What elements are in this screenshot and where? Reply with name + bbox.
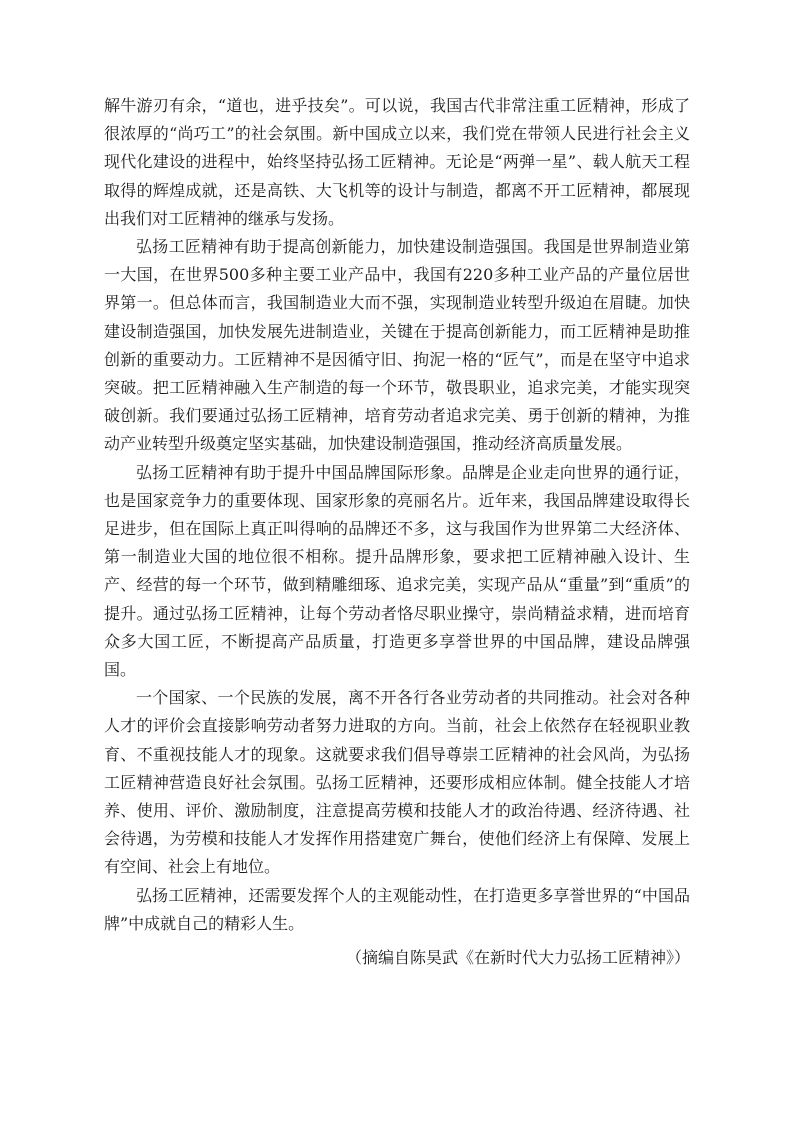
- paragraph-1: 解牛游刃有余，“道也，进乎技矣”。可以说，我国古代非常注重工匠精神，形成了很浓厚的“尚巧工”的社会氛围。新中国成立以来，我们党在带领人民进行社会主义现代化建设的进程中，始终坚持弘扬工匠精神。无论是“两弹一星”、载人航天工程取得的辉煌成就，还是高铁、大飞机等的设计与制造，都离不开工匠精神，都展现出我们对工匠精神的继承与发扬。: [104, 96, 690, 228]
- paragraph-3: 弘扬工匠精神有助于提升中国品牌国际形象。品牌是企业走向世界的通行证，也是国家竞争力的重要体现、国家形象的亮丽名片。近年来，我国品牌建设取得长足进步，但在国际上真正叫得响的品牌还不多，这与我国作为世界第二大经济体、第一制造业大国的地位很不相称。提升品牌形象，要求把工匠精神融入设计、生产、经营的每一个环节，做到精雕细琢、追求完美，实现产品从“重量”到“重质”的提升。通过弘扬工匠精神，让每个劳动者恪尽职业操守，崇尚精益求精，进而培育众多大国工匠，不断提高产品质量，打造更多享誉世界的中国品牌，建设品牌强国。: [104, 462, 690, 680]
- paragraph-4: 一个国家、一个民族的发展，离不开各行各业劳动者的共同推动。社会对各种人才的评价会直接影响劳动者努力进取的方向。当前，社会上依然存在轻视职业教育、不重视技能人才的现象。这就要求我们倡导尊崇工匠精神的社会风尚，为弘扬工匠精神营造良好社会氛围。弘扬工匠精神，还要形成相应体制。健全技能人才培养、使用、评价、激励制度，注意提高劳模和技能人才的政治待遇、经济待遇、社会待遇，为劳模和技能人才发挥作用搭建宽广舞台，使他们经济上有保障、发展上有空间、社会上有地位。: [104, 688, 690, 877]
- source-citation: （摘编自陈昊武《在新时代大力弘扬工匠精神》）: [345, 948, 690, 968]
- article-body: [104, 92, 690, 972]
- paragraph-2: 弘扬工匠精神有助于提高创新能力，加快建设制造强国。我国是世界制造业第一大国，在世界500多种主要工业产品中，我国有220多种工业产品的产量位居世界第一。但总体而言，我国制造业大而不强，实现制造业转型升级迫在眉睫。加快建设制造强国，加快发展先进制造业，关键在于提高创新能力，而工匠精神是助推创新的重要动力。工匠精神不是因循守旧、拘泥一格的“匠气”，而是在坚守中追求突破。把工匠精神融入生产制造的每一个环节，敬畏职业，追求完美，才能实现突破创新。我们要通过弘扬工匠精神，培育劳动者追求完美、勇于创新的精神，为推动产业转型升级奠定坚实基础，加快建设制造强国，推动经济高质量发展。: [104, 237, 690, 454]
- paragraph-5: 弘扬工匠精神，还需要发挥个人的主观能动性，在打造更多享誉世界的“中国品牌”中成就自己的精彩人生。: [104, 885, 690, 933]
